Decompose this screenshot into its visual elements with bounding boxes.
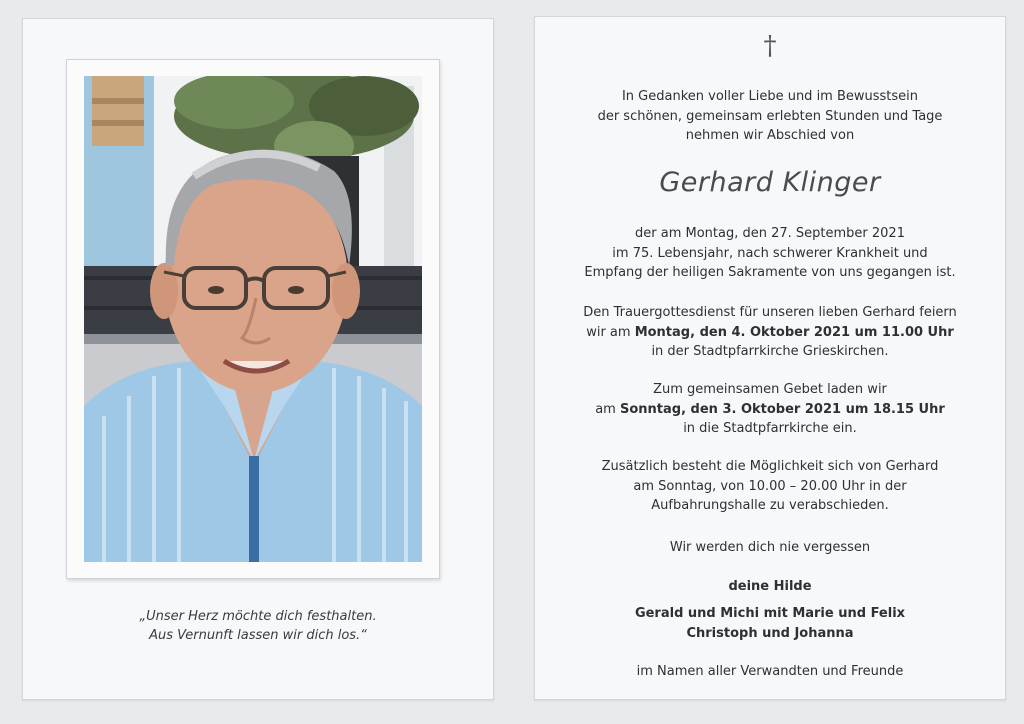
deceased-name: Gerhard Klinger bbox=[659, 167, 881, 198]
left-card bbox=[22, 18, 494, 700]
prayer-datetime: Sonntag, den 3. Oktober 2021 um 18.15 Uhr bbox=[619, 401, 945, 417]
photo-frame bbox=[66, 59, 440, 579]
farewell-notice bbox=[535, 457, 1005, 516]
service-line-1: Den Trauergottesdienst für unseren lieben Gerhard feiern bbox=[583, 305, 957, 320]
intro-text bbox=[535, 87, 1005, 146]
closing-text bbox=[535, 662, 1005, 682]
quote-line-2: Aus Vernunft lassen wir dich los.“ bbox=[149, 628, 367, 643]
right-card bbox=[534, 16, 1006, 700]
memorial-quote bbox=[23, 607, 493, 645]
death-line-1: der am Montag, den 27. September 2021 bbox=[635, 226, 905, 241]
wife-line: deine Hilde bbox=[728, 579, 812, 594]
service-datetime: Montag, den 4. Oktober 2021 um 11.00 Uhr bbox=[634, 324, 954, 340]
family-wife bbox=[535, 577, 1005, 597]
service-line-3: in der Stadtpfarrkirche Grieskirchen. bbox=[651, 344, 889, 359]
never-forget bbox=[535, 538, 1005, 558]
farewell-line-1: Zusätzlich besteht die Möglichkeit sich von Gerhard bbox=[601, 459, 939, 474]
children-line-2: Christoph und Johanna bbox=[686, 625, 854, 641]
prayer-line-3: in die Stadtpfarrkirche ein. bbox=[683, 421, 857, 436]
intro-line-1: In Gedanken voller Liebe und im Bewusstsein bbox=[621, 89, 919, 104]
prayer-notice bbox=[535, 380, 1005, 439]
service-line-2-prefix: wir am bbox=[586, 324, 635, 340]
prayer-line-1: Zum gemeinsamen Gebet laden wir bbox=[653, 382, 887, 397]
service-notice bbox=[535, 303, 1005, 362]
children-line-1: Gerald und Michi mit Marie und Felix bbox=[634, 606, 906, 621]
intro-line-2: der schönen, gemeinsam erlebten Stunden und Tage bbox=[597, 108, 943, 124]
closing-line: im Namen aller Verwandten und Freunde bbox=[636, 664, 904, 679]
farewell-line-3: Aufbahrungshalle zu verabschieden. bbox=[651, 498, 889, 513]
death-line-2: im 75. Lebensjahr, nach schwerer Krankheit und bbox=[612, 245, 928, 261]
never-forget-line: Wir werden dich nie vergessen bbox=[669, 540, 871, 555]
prayer-line-2 bbox=[535, 400, 1005, 420]
farewell-line-2: am Sonntag, von 10.00 – 20.00 Uhr in der bbox=[633, 478, 907, 494]
death-notice bbox=[535, 224, 1005, 283]
death-line-3: Empfang der heiligen Sakramente von uns gegangen ist. bbox=[584, 265, 956, 280]
cross-icon: † bbox=[763, 31, 777, 61]
prayer-line-2-prefix: am bbox=[595, 401, 620, 417]
service-line-2 bbox=[535, 323, 1005, 343]
quote-line-1: „Unser Herz möchte dich festhalten. bbox=[139, 609, 377, 624]
portrait-photo bbox=[84, 76, 422, 562]
family-children bbox=[535, 604, 1005, 643]
intro-line-3: nehmen wir Abschied von bbox=[685, 128, 855, 143]
